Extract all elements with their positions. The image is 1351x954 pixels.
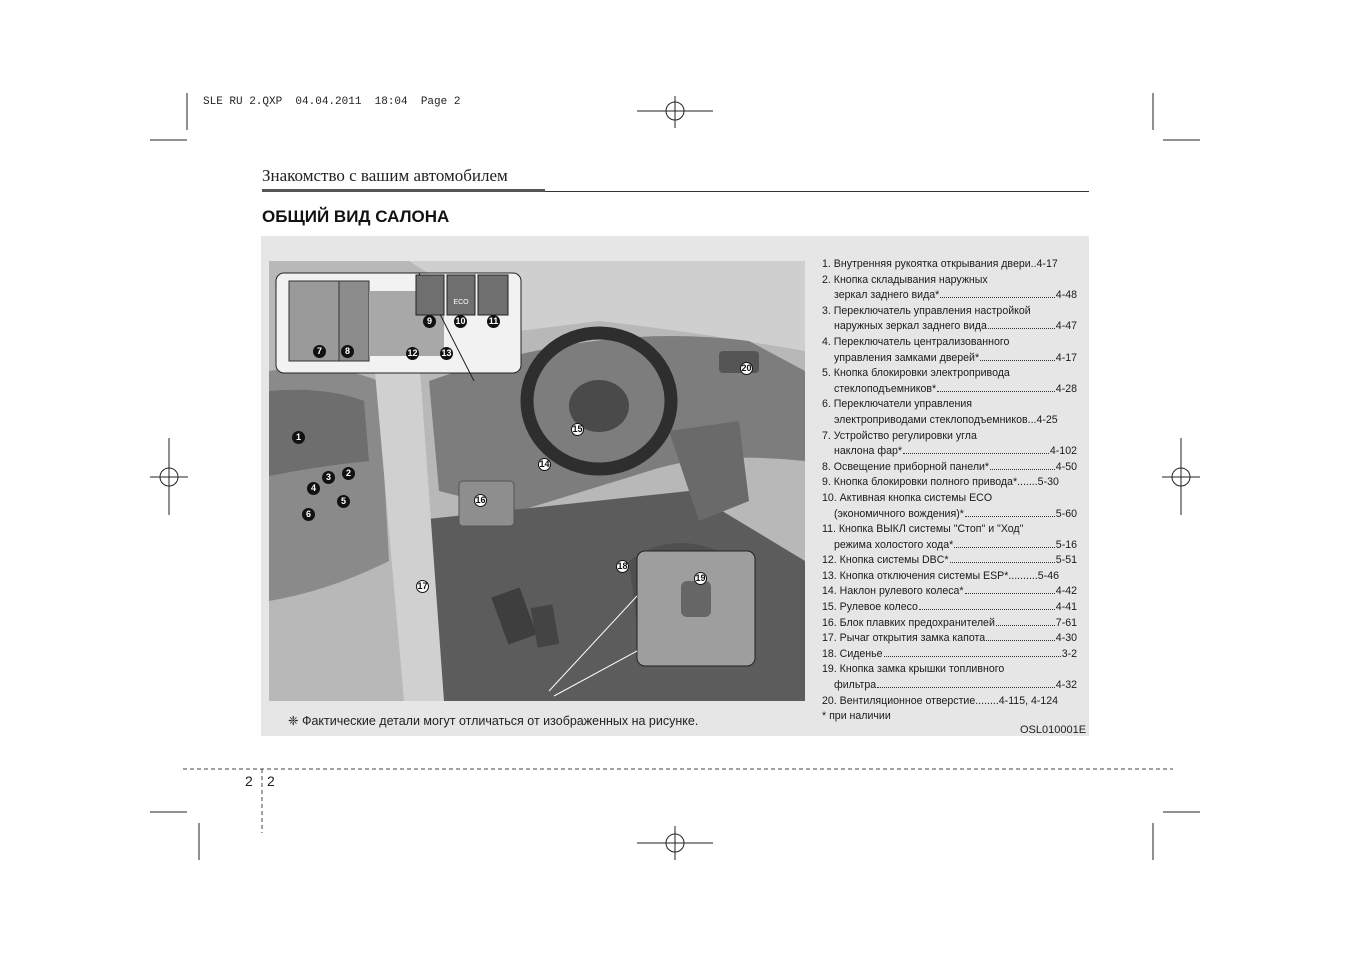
- legend-item-cont: наружных зеркал заднего вида 4-47: [834, 320, 1077, 333]
- page-number: 2: [267, 773, 275, 789]
- callout-5: 5: [337, 495, 350, 508]
- legend-item-cont: (экономичного вождения)* 5-60: [834, 507, 1077, 520]
- legend-item: 10. Активная кнопка системы ECO: [822, 491, 993, 504]
- legend-item: 11. Кнопка ВЫКЛ системы "Стоп" и "Ход": [822, 523, 1024, 536]
- legend-item: 13. Кнопка отключения системы ESP* ..........5-46: [822, 569, 1059, 582]
- callout-4: 4: [307, 482, 320, 495]
- callout-8: 8: [341, 345, 354, 358]
- print-slug: SLE RU 2.QXP 04.04.2011 18:04 Page 2: [203, 96, 461, 108]
- legend-item: 5. Кнопка блокировки электропривода: [822, 367, 1010, 380]
- callout-20: 20: [741, 363, 752, 373]
- callout-19: 19: [695, 573, 706, 583]
- legend-list: [822, 257, 1077, 725]
- page-heading: ОБЩИЙ ВИД САЛОНА: [262, 207, 450, 226]
- legend-item: 16. Блок плавких предохранителей 7-61: [822, 616, 1077, 629]
- callout-1: 1: [292, 431, 305, 444]
- legend-item: 14. Наклон рулевого колеса* 4-42: [822, 585, 1077, 598]
- interior-drawing: [269, 261, 805, 701]
- legend-item: 2. Кнопка складывания наружных: [822, 273, 988, 286]
- legend-item-cont: управления замками дверей* 4-17: [834, 351, 1077, 364]
- legend-item: 18. Сиденье 3-2: [822, 647, 1077, 660]
- callout-12: 12: [407, 348, 418, 358]
- header-rule: [262, 189, 545, 192]
- legend-item: 1. Внутренняя рукоятка открывания двери ..4-17: [822, 258, 1058, 270]
- legend-item: 7. Устройство регулировки угла: [822, 429, 977, 442]
- footnote: ❈ Фактические детали могут отличаться от изображенных на рисунке.: [288, 714, 699, 728]
- legend-item-cont: режима холостого хода* 5-16: [834, 538, 1077, 551]
- callout-10: 10: [455, 316, 466, 326]
- legend-item: 12. Кнопка системы DBC* 5-51: [822, 554, 1077, 567]
- callout-3: 3: [322, 471, 335, 484]
- interior-illustration: [269, 261, 805, 701]
- callout-15: 15: [572, 424, 583, 434]
- legend-item-cont: наклона фар* 4-102: [834, 445, 1077, 458]
- callout-18: 18: [617, 561, 628, 571]
- callout-17: 17: [417, 581, 428, 591]
- callout-6: 6: [302, 508, 315, 521]
- header-rule-thin: [545, 191, 1089, 192]
- legend-item: 19. Кнопка замка крышки топливного: [822, 663, 1005, 676]
- legend-item: 20. Вентиляционное отверстие ........4-115, 4-124: [822, 694, 1059, 707]
- legend-item-cont: зеркал заднего вида* 4-48: [834, 289, 1077, 302]
- legend-item: 17. Рычаг открытия замка капота 4-30: [822, 632, 1077, 645]
- callout-16: 16: [475, 495, 486, 505]
- image-code: OSL010001E: [1020, 724, 1087, 736]
- legend-item-cont: стеклоподъемников* 4-28: [834, 382, 1077, 395]
- legend-item-cont: электроприводами стеклоподъемников ...4-25: [834, 413, 1058, 426]
- callout-9: 9: [423, 315, 436, 328]
- legend-item-cont: фильтра 4-32: [834, 679, 1077, 692]
- page-number-section: 2: [245, 773, 253, 789]
- callout-13: 13: [441, 348, 452, 358]
- section-title: Знакомство с вашим автомобилем: [262, 166, 508, 185]
- legend-item: 15. Рулевое колесо 4-41: [822, 601, 1077, 614]
- legend-item: 3. Переключатель управления настройкой: [822, 304, 1031, 317]
- legend-note: * при наличии: [822, 710, 891, 723]
- callout-11: 11: [488, 316, 499, 326]
- legend-item: 6. Переключатели управления: [822, 398, 972, 411]
- callout-14: 14: [539, 459, 550, 469]
- callout-2: 2: [342, 467, 355, 480]
- inset-eco-label: ECO: [453, 299, 469, 306]
- legend-item: 4. Переключатель централизованного: [822, 335, 1010, 348]
- legend-item: 8. Освещение приборной панели* 4-50: [822, 460, 1077, 473]
- legend-item: 9. Кнопка блокировки полного привода* .......5-30: [822, 476, 1059, 489]
- callout-7: 7: [313, 345, 326, 358]
